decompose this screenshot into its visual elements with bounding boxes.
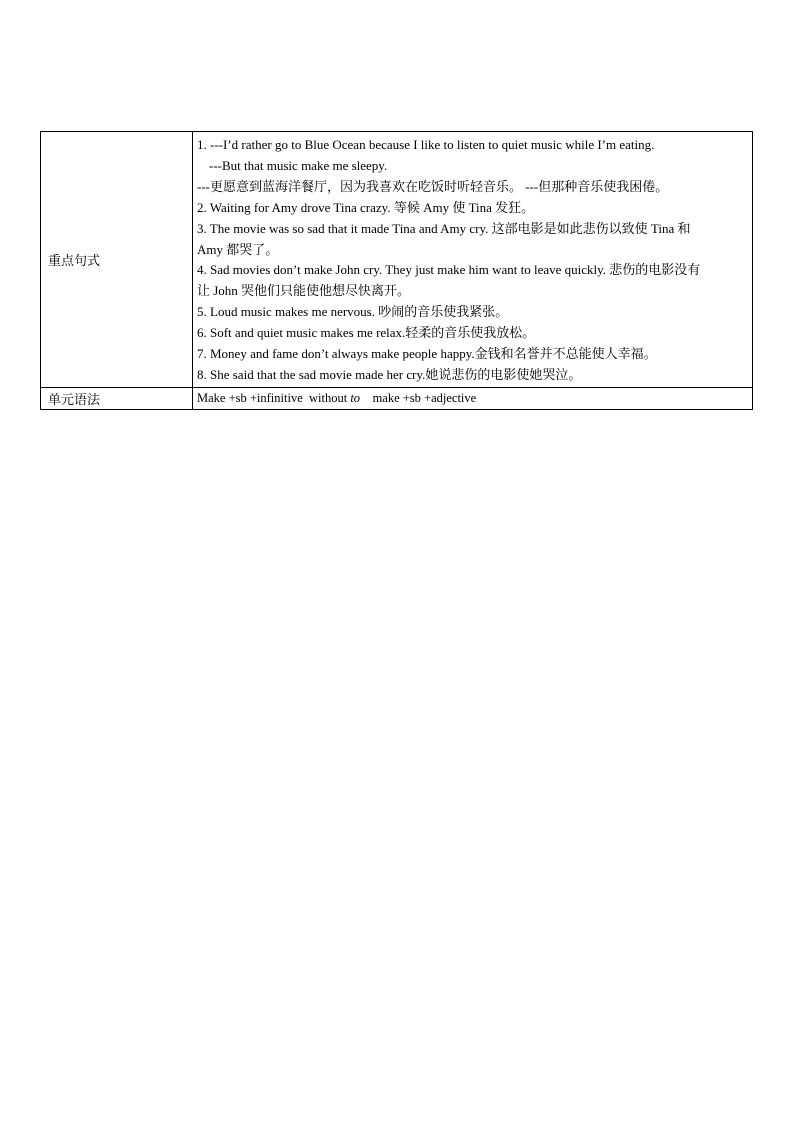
sentence-line: ---更愿意到蓝海洋餐厅，因为我喜欢在吃饭时听轻音乐。 ---但那种音乐使我困倦。	[197, 178, 669, 194]
sentence-line: 2. Waiting for Amy drove Tina crazy. 等候 Amy 使 Tina 发狂。	[197, 199, 535, 215]
sentence-line: 1. ---I’d rather go to Blue Ocean because I like to listen to quiet music while I’m eating.	[197, 137, 655, 152]
grammar-part-1: Make +sb +infinitive without	[197, 390, 351, 405]
sentence-line: Amy 都哭了。	[197, 241, 279, 257]
row-label-key-sentences: 重点句式	[41, 132, 193, 388]
sentence-line: 3. The movie was so sad that it made Tina and Amy cry. 这部电影是如此悲伤以致使 Tina 和	[197, 220, 691, 236]
sentence-line: ---But that music make me sleepy.	[209, 157, 388, 173]
grammar-part-2: make +sb +adjective	[360, 390, 477, 405]
table-row-key-sentences	[41, 132, 753, 388]
grammar-table	[40, 131, 753, 410]
row-label-unit-grammar: 单元语法	[41, 387, 193, 409]
sentence-line: 8. She said that the sad movie made her cry.她说悲伤的电影使她哭泣。	[197, 366, 582, 382]
table-row-unit-grammar	[41, 387, 753, 409]
sentence-line: 5. Loud music makes me nervous. 吵闹的音乐使我紧张。	[197, 304, 509, 320]
grammar-italic-to: to	[350, 390, 361, 405]
sentence-line: 7. Money and fame don’t always make people happy.金钱和名誉并不总能使人幸福。	[197, 346, 657, 362]
key-sentences-cell	[193, 132, 753, 388]
unit-grammar-cell	[193, 387, 753, 409]
sentence-line: 让 John 哭他们只能使他想尽快离开。	[197, 283, 411, 299]
sentence-line: 6. Soft and quiet music makes me relax.轻柔的音乐使我放松。	[197, 325, 536, 341]
sentence-line: 4. Sad movies don’t make John cry. They just make him want to leave quickly. 悲伤的电影没有	[197, 262, 701, 278]
